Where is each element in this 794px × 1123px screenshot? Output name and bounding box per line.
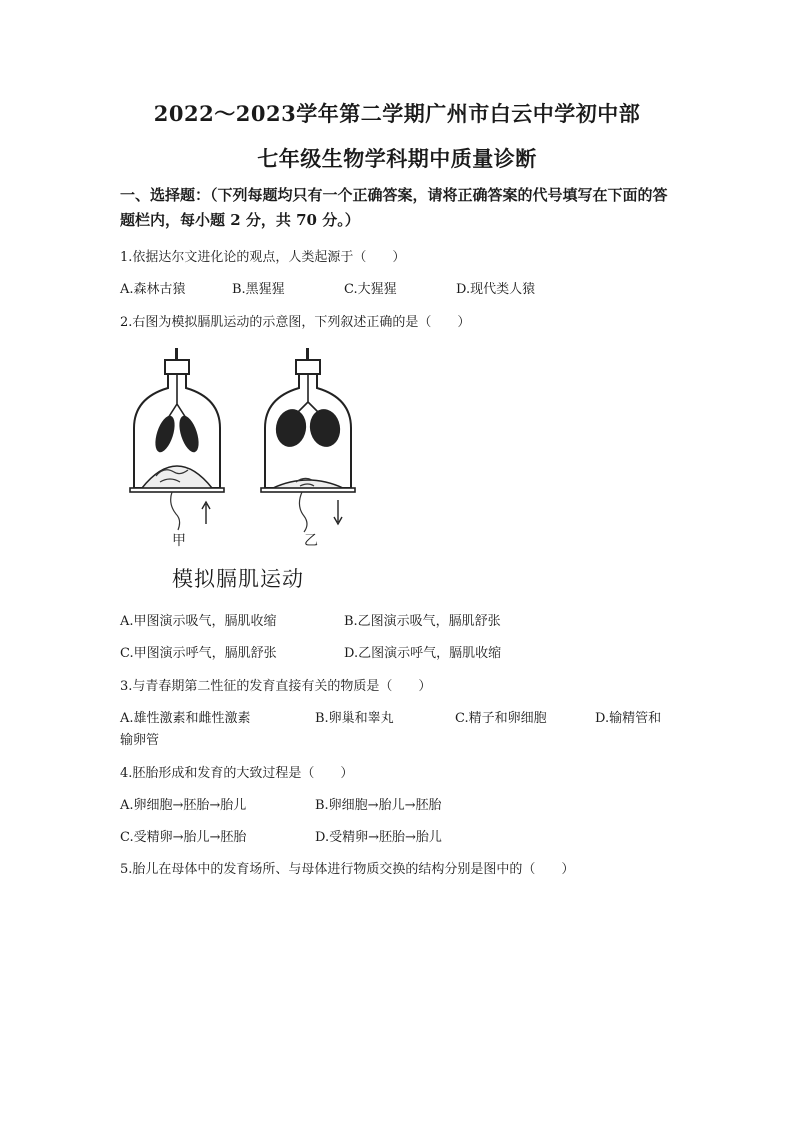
question-4-option-a: A.卵细胞→胚胎→胎儿 [120,798,247,813]
question-3-option-d-continued: 输卵管 [120,733,160,748]
page-subtitle: 七年级生物学科期中质量诊断 [257,146,537,171]
question-1-option-c: C.大猩猩 [344,282,397,297]
question-3-option-c: C.精子和卵细胞 [455,711,547,726]
question-2-option-c: C.甲图演示呼气，膈肌舒张 [120,646,277,661]
question-3-stem: 3.与青春期第二性征的发育直接有关的物质是（ ） [120,679,432,694]
question-3-option-d: D.输精管和 [595,711,662,726]
question-4-option-b: B.卵细胞→胎儿→胚胎 [315,798,442,813]
question-1-option-b: B.黑猩猩 [232,282,285,297]
question-3-option-b: B.卵巢和睾丸 [315,711,394,726]
question-2-option-b: B.乙图演示吸气，膈肌舒张 [344,614,501,629]
question-1-stem: 1.依据达尔文进化论的观点，人类起源于（ ） [120,250,406,265]
question-2-option-d: D.乙图演示呼气，膈肌收缩 [344,646,502,661]
question-4-option-c: C.受精卵→胎儿→胚胎 [120,830,247,845]
diaphragm-model-figure [128,348,368,550]
question-4-stem: 4.胚胎形成和发育的大致过程是（ ） [120,766,354,781]
jar-left [130,348,224,530]
question-5-stem: 5.胎儿在母体中的发育场所、与母体进行物质交换的结构分别是图中的（ ） [120,862,575,877]
question-2-stem: 2.右图为模拟膈肌运动的示意图，下列叙述正确的是（ ） [120,315,471,330]
section-heading: 一、选择题：（下列每题均只有一个正确答案，请将正确答案的代号填写在下面的答题栏内，每小题 2 分，共 70 分。） [120,186,668,229]
figure-caption: 模拟膈肌运动 [172,567,304,591]
figure-label-left: 甲 [172,533,186,549]
question-2-option-a: A.甲图演示吸气，膈肌收缩 [120,614,277,629]
question-1-option-d: D.现代类人猿 [456,282,536,297]
question-4-option-d: D.受精卵→胚胎→胎儿 [315,830,442,845]
question-1-option-a: A.森林古猿 [120,282,186,297]
jar-right [261,348,355,532]
page-title: 2022～2023学年第二学期广州市白云中学初中部 [153,101,641,126]
figure-label-right: 乙 [304,533,318,549]
question-3-option-a: A.雄性激素和雌性激素 [120,711,251,726]
